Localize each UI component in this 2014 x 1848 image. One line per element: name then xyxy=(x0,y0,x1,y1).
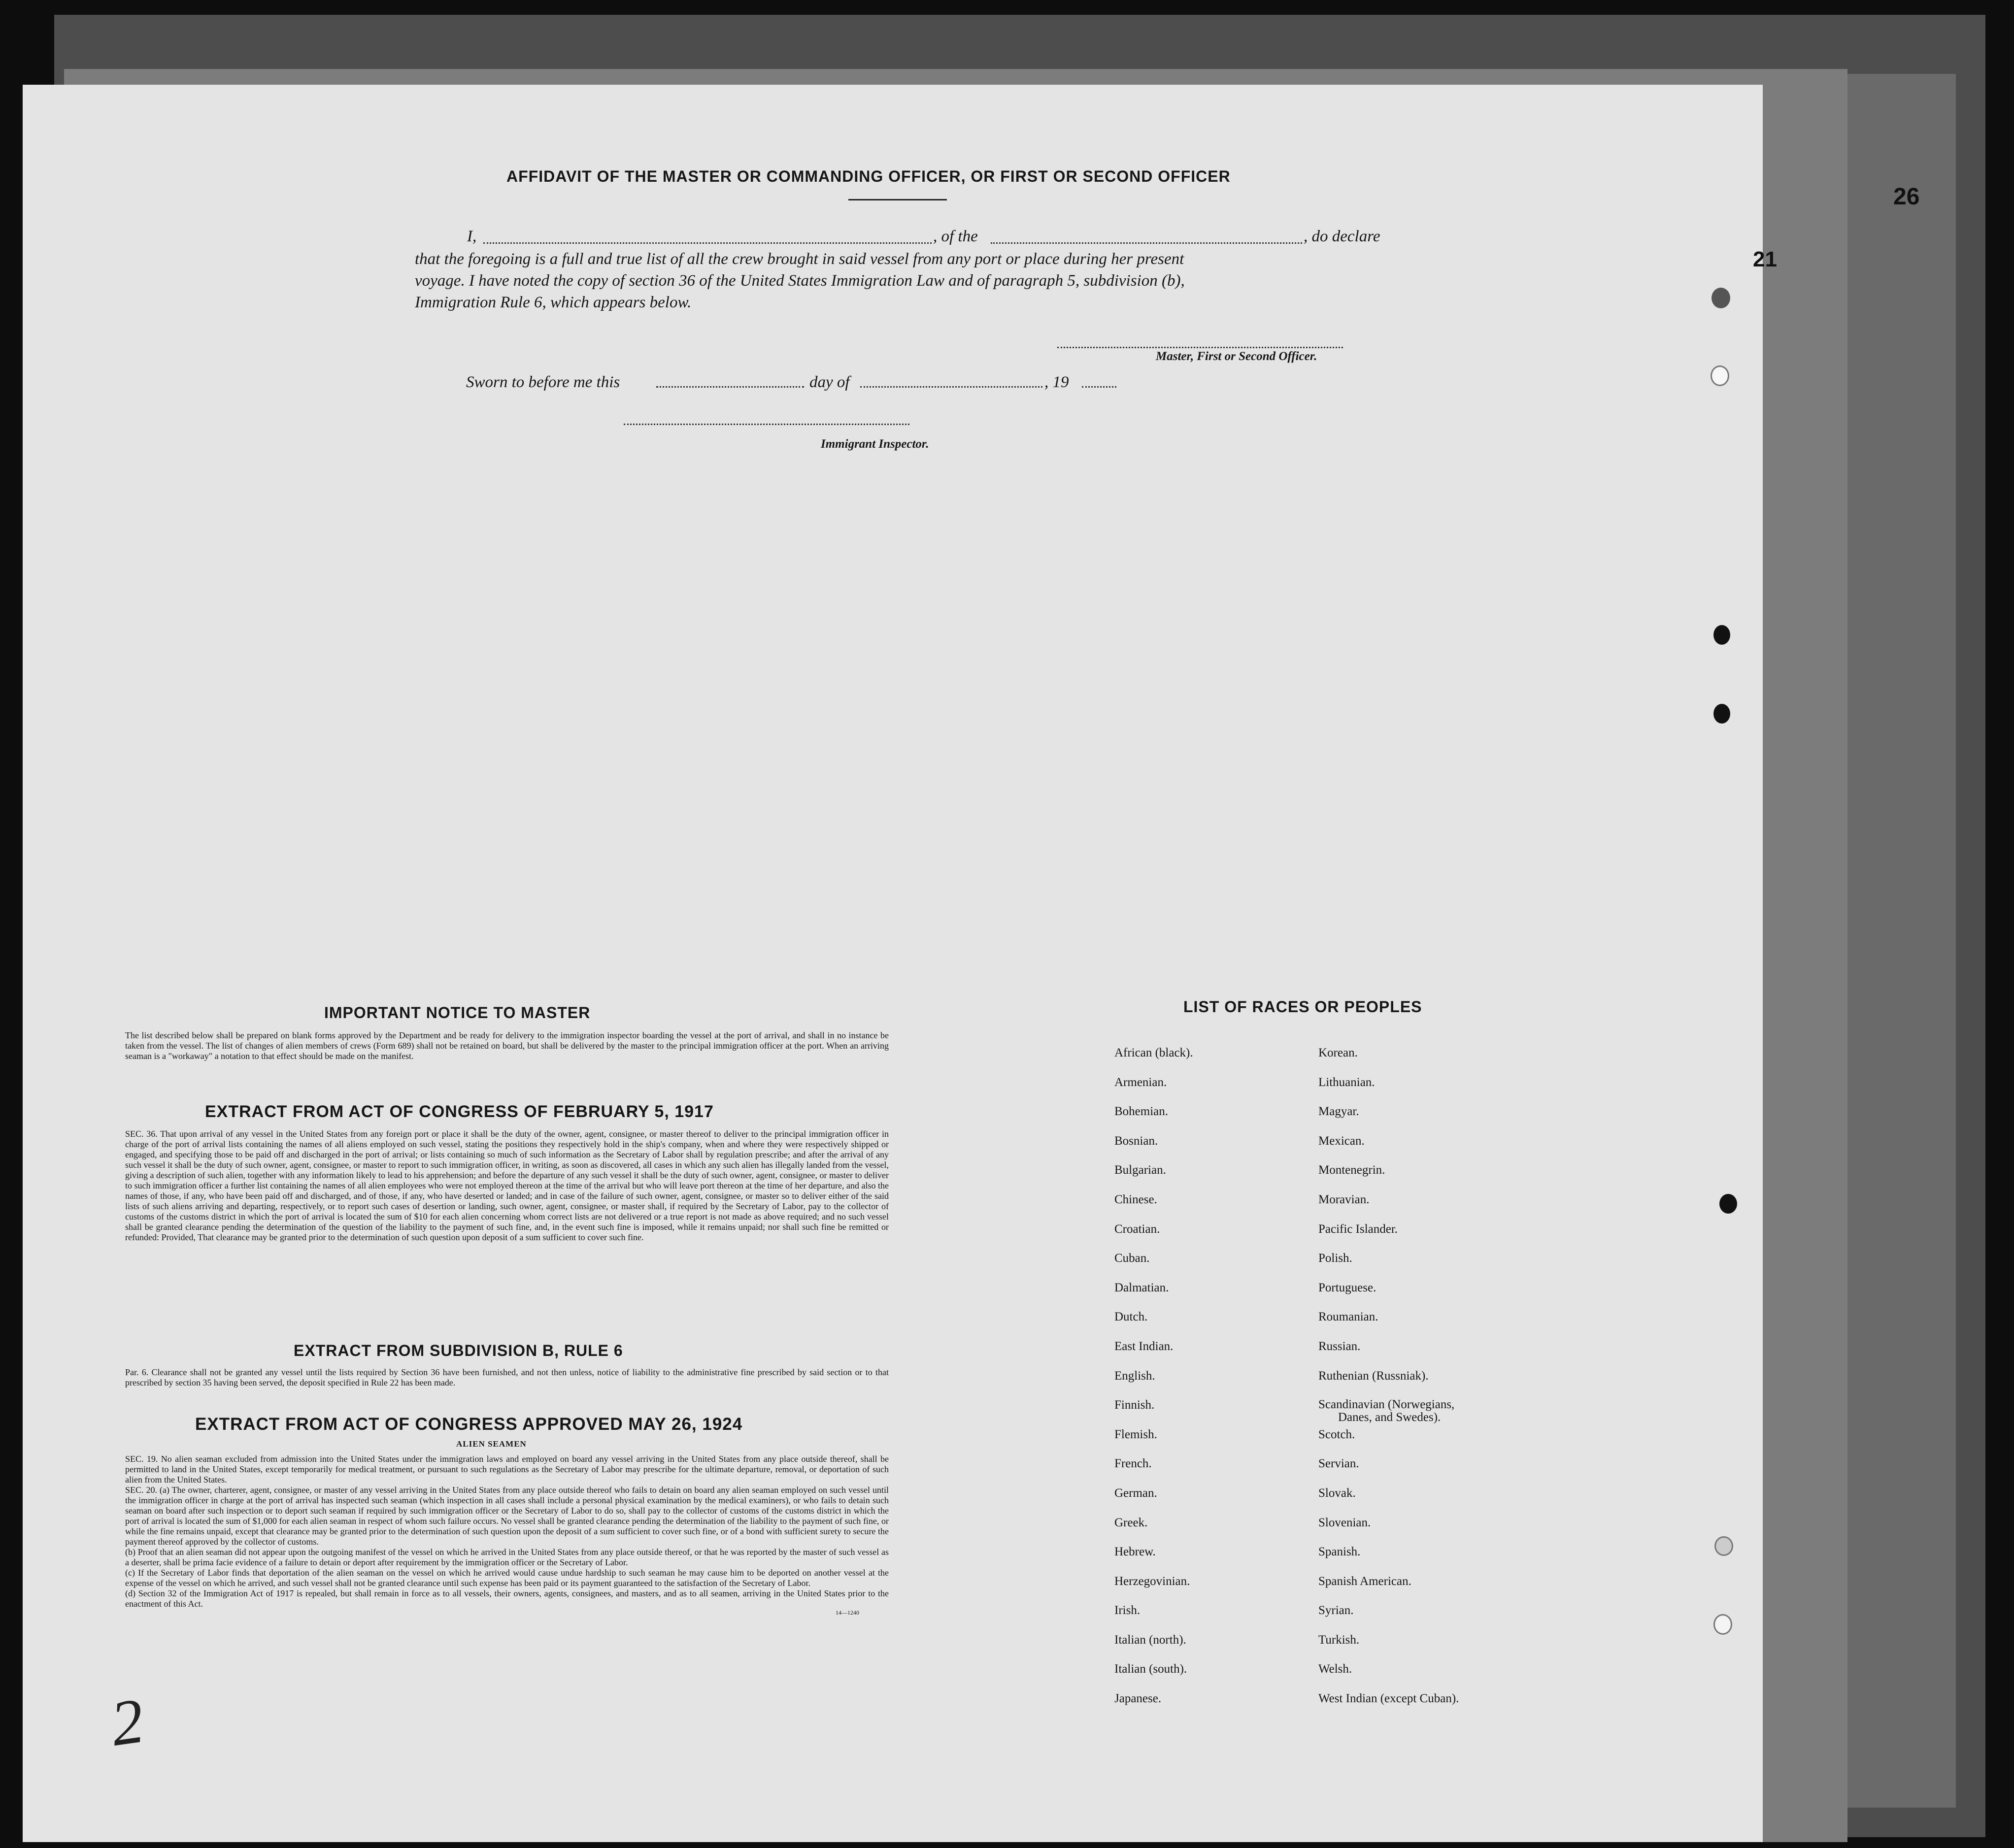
sec-19-text: SEC. 19. No alien seaman excluded from admission into the United States under the immigration laws and employed on board any vessel arriving in the United States from any place outside thereof, shall be permitted to land in the United States, except temporarily for medical treatment, or pursuant to such regulations as the Secretary of Labor may prescribe for the ultimate departure, removal, or deportation of such alien from the United States. xyxy=(125,1454,889,1485)
master-signature-caption: Master, First or Second Officer. xyxy=(1156,350,1317,363)
race-item: Slovenian. xyxy=(1318,1516,1371,1529)
race-item: Roumanian. xyxy=(1318,1310,1378,1324)
punch-hole xyxy=(1719,1194,1737,1214)
alien-seamen-subheading: ALIEN SEAMEN xyxy=(456,1439,527,1449)
year-blank xyxy=(1082,386,1116,388)
race-item: Japanese. xyxy=(1114,1692,1162,1706)
extract-rule6-heading: EXTRACT FROM SUBDIVISION B, RULE 6 xyxy=(294,1342,623,1359)
affidavit-of-the: , of the xyxy=(933,228,978,245)
affidavit-line-3: voyage. I have noted the copy of section 36 of the United States Immigration Law and of paragraph 5, subdivision (b), xyxy=(415,272,1185,290)
race-item: Welsh. xyxy=(1318,1662,1352,1676)
name-blank xyxy=(483,242,932,244)
race-item: Italian (north). xyxy=(1114,1633,1186,1647)
affidavit-title: AFFIDAVIT OF THE MASTER OR COMMANDING OFFICER, OR FIRST OR SECOND OFFICER xyxy=(506,167,1231,185)
affidavit-declare: , do declare xyxy=(1304,228,1380,245)
sworn-text: Sworn to before me this xyxy=(466,373,620,391)
race-item: Magyar. xyxy=(1318,1105,1359,1119)
race-item: Ruthenian (Russniak). xyxy=(1318,1369,1429,1383)
extract-1917-heading: EXTRACT FROM ACT OF CONGRESS OF FEBRUARY 5, 1917 xyxy=(205,1102,714,1121)
punch-hole xyxy=(1713,625,1730,645)
race-item: Herzegovinian. xyxy=(1114,1574,1190,1588)
race-item: Scotch. xyxy=(1318,1427,1355,1441)
race-item: Chinese. xyxy=(1114,1192,1157,1206)
race-item: Flemish. xyxy=(1114,1427,1157,1441)
race-item: Portuguese. xyxy=(1318,1281,1376,1294)
page-number-right: 26 xyxy=(1893,184,1920,210)
race-item: Dutch. xyxy=(1114,1310,1148,1324)
notice-heading: IMPORTANT NOTICE TO MASTER xyxy=(324,1004,591,1022)
race-item: Italian (south). xyxy=(1114,1662,1187,1676)
race-item-scandinavian xyxy=(1318,1398,1575,1428)
race-item: Russian. xyxy=(1318,1339,1361,1353)
race-item: Scandinavian (Norwegians, xyxy=(1318,1398,1455,1412)
sec-20b-text: (b) Proof that an alien seaman did not appear upon the outgoing manifest of the vessel on which he arrived in the United States from any place outside thereof, or that he was reported by the master of such vessel as a deserter, shall be prima facie evidence of a failure to detain or deport after requirement by the immigration officer or the Secretary of Labor. xyxy=(125,1547,889,1567)
race-item: Servian. xyxy=(1318,1457,1359,1471)
race-item: Syrian. xyxy=(1318,1604,1354,1617)
race-item: Moravian. xyxy=(1318,1192,1370,1206)
master-signature-line xyxy=(1057,347,1343,348)
vessel-blank xyxy=(991,242,1302,244)
inspector-signature-line xyxy=(624,424,909,425)
race-item: Hebrew. xyxy=(1114,1545,1156,1559)
punch-hole xyxy=(1713,1614,1732,1635)
race-item: Bohemian. xyxy=(1114,1105,1169,1119)
race-item: Slovak. xyxy=(1318,1486,1356,1500)
race-item: Dalmatian. xyxy=(1114,1281,1169,1294)
race-item: Lithuanian. xyxy=(1318,1075,1375,1089)
races-left-column xyxy=(1114,1046,1321,1721)
inspector-caption: Immigrant Inspector. xyxy=(821,437,929,451)
extract-1924-body xyxy=(125,1454,889,1617)
punch-hole xyxy=(1713,704,1730,724)
page-number-side: 21 xyxy=(1753,247,1777,271)
race-item: West Indian (except Cuban). xyxy=(1318,1692,1459,1706)
race-item: East Indian. xyxy=(1114,1339,1174,1353)
race-item-continuation: Danes, and Swedes). xyxy=(1338,1411,1441,1424)
race-item: Korean. xyxy=(1318,1046,1358,1059)
sworn-day-blank xyxy=(656,386,804,388)
race-item: Mexican. xyxy=(1318,1134,1365,1148)
punch-hole xyxy=(1712,288,1730,308)
sec-20a-text: SEC. 20. (a) The owner, charterer, agent, consignee, or master of any vessel arriving in the United States from any place outside thereof who fails to detain on board any alien seaman employed on such vessel until the immigration officer in charge at the port of arrival has inspected such seaman (which inspection in all cases shall include a personal physical examination by the medical examiners), or who fails to detain such seaman on board after such inspection or to deport such seaman if required by such immigration officer or the Secretary of Labor to do so, shall pay to the collector of customs of the customs district in which the port of arrival is located the sum of $1,000 for each alien seaman in respect of whom such failure occurs. No vessel shall be granted clearance pending the determination of the liability to the payment of such fine, or while the fine remains unpaid, except that clearance may be granted prior to the determination of such question upon the deposit of a sum sufficient to cover such fine, or of a bond with sufficient surety to secure the payment thereof approved by the collector of customs. xyxy=(125,1485,889,1547)
extract-1924-heading: EXTRACT FROM ACT OF CONGRESS APPROVED MAY 26, 1924 xyxy=(195,1415,743,1434)
race-item: French. xyxy=(1114,1457,1152,1471)
race-item: Finnish. xyxy=(1114,1398,1155,1412)
race-item: English. xyxy=(1114,1369,1155,1383)
extract-1917-text: SEC. 36. That upon arrival of any vessel in the United States from any foreign port or place it shall be the duty of the owner, agent, consignee, or master thereof to deliver to the principal immigration officer in charge of the port of arrival lists containing the names of all aliens employed on such vessel, stating the positions they respectively hold in the ship's company, when and where they were respectively shipped or engaged, and specifying those to be paid off and discharged in the port of arrival; or lists containing so much of such information as the Secretary of Labor shall by regulation prescribe; and after the arrival of any such vessel it shall be the duty of such owner, agent, consignee, or master to report to such immigration officer, in writing, as soon as discovered, all cases in which any such alien has illegally landed from the vessel, giving a description of such alien, together with any information likely to lead to his apprehension; and before the departure of any such vessel it shall be the duty of such owner, agent, consignee, or master to deliver to such immigration officer a further list containing the names of all alien employees who were not employed thereon at the time of the arrival but who will leave port thereon at the time of her departure, and also the names of those, if any, who have been paid off and discharged, and of those, if any, who have deserted or landed; and in case of the failure of such owner, agent, consignee, or master so to deliver either of the said lists of such aliens arriving and departing, respectively, or to report such cases of desertion or landing, such owner, agent, consignee, or master shall, if required by the Secretary of Labor, pay to the collector of customs of the customs district in which the port of arrival is located the sum of $10 for each alien concerning whom correct lists are not delivered or a true report is not made as above required; and no such vessel shall be granted clearance pending the determination of the question of the liability to the payment of such fine, and, in the event such fine is imposed, while it remains unpaid; nor shall such fine be remitted or refunded: Provided, That clearance may be granted prior to the determination of such question upon deposit of a sum sufficient to cover such fine. xyxy=(125,1129,889,1242)
race-item: Spanish American. xyxy=(1318,1574,1411,1588)
race-item: Croatian. xyxy=(1114,1222,1160,1236)
race-item: Pacific Islander. xyxy=(1318,1222,1398,1236)
day-of-text: day of xyxy=(809,373,850,391)
form-number: 14—1240 xyxy=(836,1609,859,1616)
affidavit-line-2: that the foregoing is a full and true list of all the crew brought in said vessel from any port or place during her present xyxy=(415,250,1184,268)
year-text: , 19 xyxy=(1044,373,1069,391)
races-right-column xyxy=(1318,1046,1575,1721)
sec-20d-text: (d) Section 32 of the Immigration Act of 1917 is repealed, but shall remain in force as to all vessels, their owners, agents, consignees, and masters, and as to all seamen, arriving in the United States prior to the enactment of this Act. xyxy=(125,1588,889,1609)
race-item: African (black). xyxy=(1114,1046,1193,1059)
title-rule xyxy=(848,199,947,200)
month-blank xyxy=(860,386,1042,388)
manifest-page xyxy=(23,85,1777,1842)
race-item: German. xyxy=(1114,1486,1157,1500)
affidavit-line-4: Immigration Rule 6, which appears below. xyxy=(415,294,692,311)
races-heading: LIST OF RACES OR PEOPLES xyxy=(1183,998,1422,1016)
notice-text: The list described below shall be prepared on blank forms approved by the Department and be ready for delivery to the immigration inspector boarding the vessel at the port of arrival, and shall in no instance be taken from the vessel. The list of changes of alien members of crews (Form 689) shall not be retained on board, but shall be delivered by the master to the principal immigration officer at the port. When an arriving seaman is a "workaway" a notation to that effect should be made on the manifest. xyxy=(125,1030,889,1061)
race-item: Irish. xyxy=(1114,1604,1141,1617)
affidavit-i: I, xyxy=(467,228,477,245)
handwritten-margin-mark: 2 xyxy=(106,1685,148,1760)
sec-20c-text: (c) If the Secretary of Labor finds that deportation of the alien seaman on the vessel on which he arrived would cause undue hardship to such seaman he may cause him to be deported on another vessel at the expense of the vessel on which he arrived, and such vessel shall not be granted clearance until such expense has been paid or its payment guaranteed to the satisfaction of the Secretary of Labor. xyxy=(125,1568,889,1588)
race-item: Greek. xyxy=(1114,1516,1148,1529)
race-item: Armenian. xyxy=(1114,1075,1167,1089)
race-item: Bulgarian. xyxy=(1114,1163,1166,1177)
race-item: Polish. xyxy=(1318,1252,1352,1265)
race-item: Turkish. xyxy=(1318,1633,1360,1647)
punch-hole xyxy=(1714,1536,1733,1556)
race-item: Spanish. xyxy=(1318,1545,1361,1559)
punch-hole xyxy=(1711,365,1729,386)
race-item: Montenegrin. xyxy=(1318,1163,1385,1177)
extract-rule6-text: Par. 6. Clearance shall not be granted any vessel until the lists required by Section 36 have been furnished, and not then unless, notice of liability to the administrative fine prescribed by said section or to that prescribed by section 35 having been served, the deposit specified in Rule 22 has been made. xyxy=(125,1367,889,1387)
race-item: Bosnian. xyxy=(1114,1134,1158,1148)
race-item: Cuban. xyxy=(1114,1252,1150,1265)
